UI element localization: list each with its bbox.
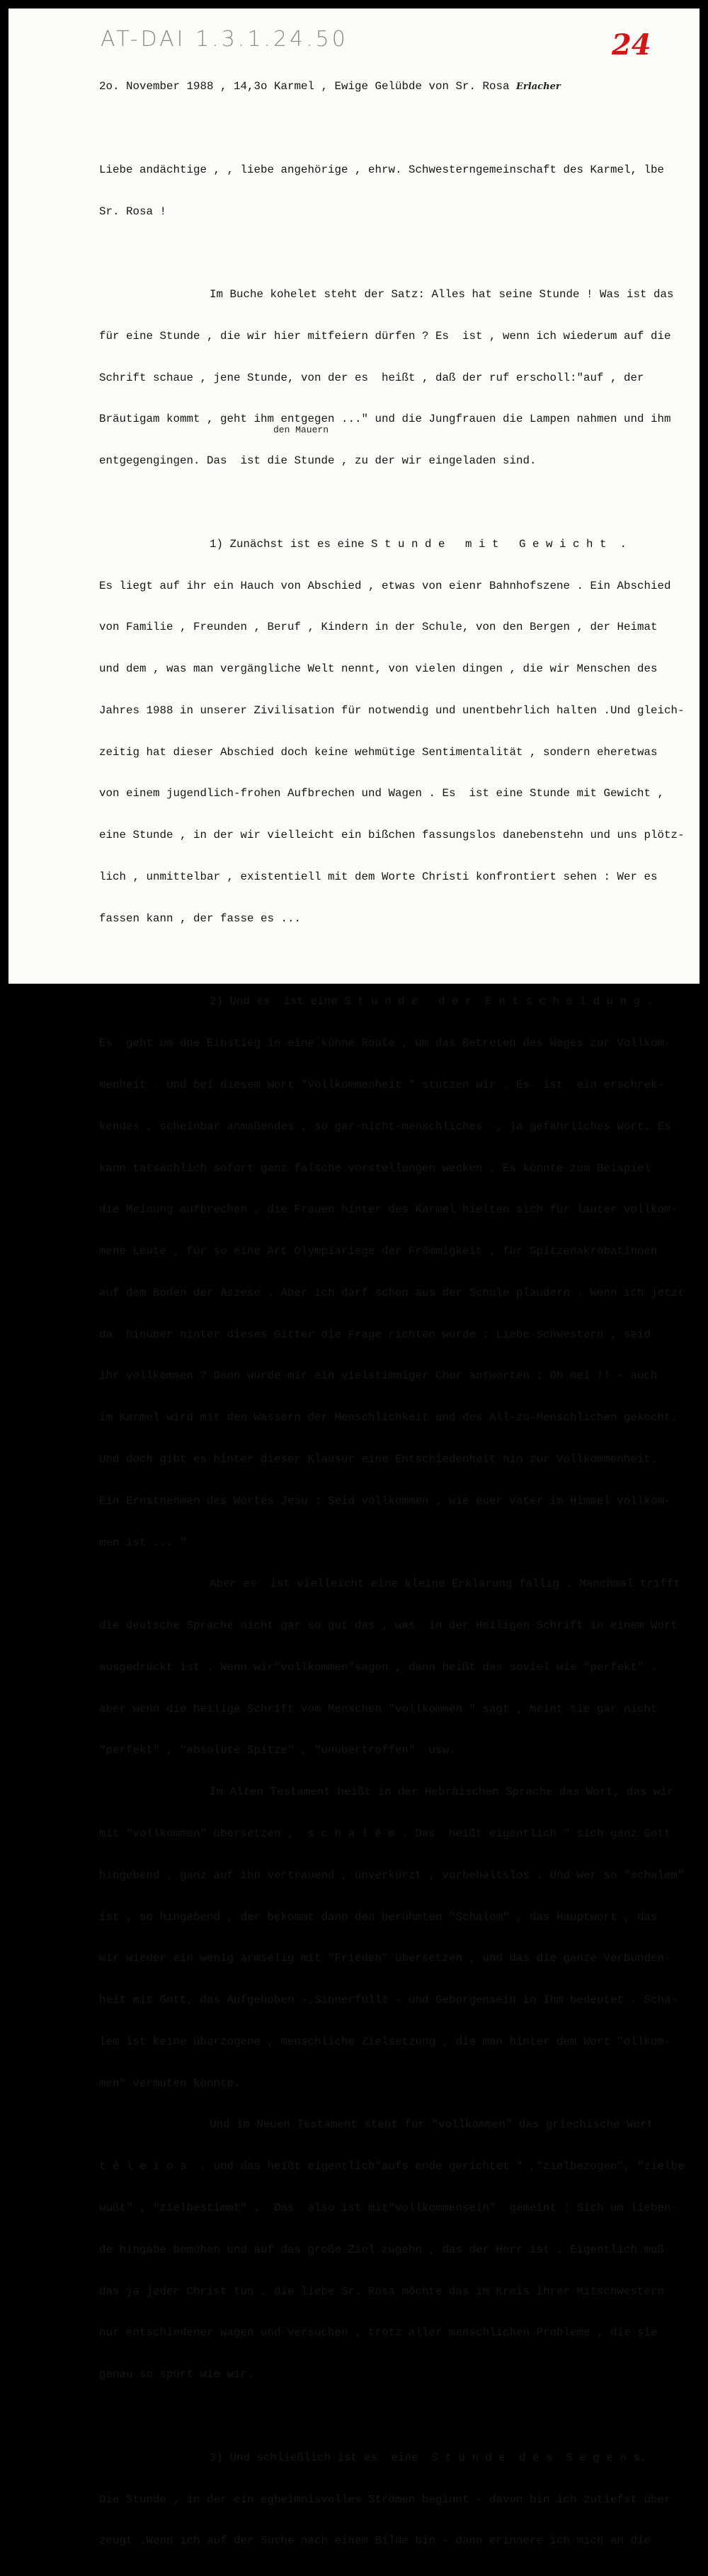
text-line: aber wenn die heilige Schrift vom Menschen "vollkommen " sagt , meint sie gar nicht xyxy=(99,1702,658,1715)
text-line: das ja jeder Christ tun . die liebe Sr. Rosa möchte das im Kreis ihrer Mitschwestern xyxy=(99,2284,664,2298)
text-line: wußt" , "zielbestimmt" . Das also ist mit"vollkommensein" gemeint : Sich um lieben- xyxy=(99,2202,678,2215)
text-line: im Karmel wird mit den Wassern der Menschlichkeit und des All-zu-Menschlichen gekocht. xyxy=(99,1411,678,1425)
document-body xyxy=(99,52,698,2576)
text-line: Und im Neuen Testament steht für "vollkommen" das griechische Wort xyxy=(210,2118,653,2132)
text-line: men ist ... " xyxy=(99,1536,187,1549)
text-line: zeugt .Wenn ich auf der Suche nach einem Bilde bin - dann erinnere ich mich an die xyxy=(99,2534,651,2548)
text-line: Es geht um dne Einstieg in eine kühne Route , um das Betreten des Weges zur Vollkom- xyxy=(99,1037,671,1050)
text-line: lem ist keine überzogene , menschliche Zielsetzung , die man hinter dem Wort "ollkom- xyxy=(99,2035,671,2048)
section-heading-2: 2) Und es ist eine S t u n d e d e r E n t s c h e i d u n g . xyxy=(210,995,653,1008)
salutation-line: Liebe andächtige , , liebe angehörige , ehrw. Schwesterngemeinschaft des Karmel, lbe xyxy=(99,163,664,176)
archive-code-stamp: AT-DAI 1.3.1.24.50 xyxy=(101,27,348,52)
text-line: die Meinung aufbrechen , die Frauen hinter des Karmel hielten sich für lauter vollkom- xyxy=(99,1203,678,1217)
text-line: t é l e i o s . und das heißt eigentlich"aufs ende gerichtet " ,"zielbezogen", "zielbe xyxy=(99,2160,685,2173)
text-line: Jahres 1988 in unserer Zivilisation für notwendig und unentbehrlich halten .Und gleich- xyxy=(99,703,685,717)
text-line: "perfekt" , "absolute Spitze" , "unübertroffen" usw. xyxy=(99,1744,456,1757)
text-line: menheit . Und bei diesem Wort "Vollkommenheit " stutzen wir . Es ist ein erschrek- xyxy=(99,1078,664,1091)
text-line: mit "vollkommen" übersetzen , s c h a l é m . Das heißt eigentlich " sich ganz Gott xyxy=(99,1827,671,1840)
text-line: auf dem Boden der Aszese . Aber ich darf schon aus der Schule plaudern . Wenn ich jetzt xyxy=(99,1286,685,1299)
handwritten-name: Erlacher xyxy=(515,81,561,93)
text-line: fassen kann , der fasse es ... xyxy=(99,912,301,925)
text-line: ist , so hingebend , der bekommt dann den berühmten "Schalom" , das Hauptwort , das xyxy=(99,1910,658,1924)
text-line: kann tatsächlich sofort ganz falsche vorstellungen wecken . Es könnte zum Beispiel xyxy=(99,1161,651,1175)
text-line: da hinüber hinter dieses Gitter die Frage richten würde : Liebe Schwestern , seid xyxy=(99,1328,651,1341)
text-line: Aber es ist vielleicht eine kleine Erklärung fällig . Manchmal trifft xyxy=(210,1577,680,1591)
text-line: Im Alten Testament heißt in der Hebräischen Sprache das Wort, das wir xyxy=(210,1786,674,1799)
section-heading-1: 1) Zunächst ist es eine S t u n d e m i t G e w i c h t . xyxy=(210,537,627,551)
text-line: Schrift schaue , jene Stunde, von der es heißt , daß der ruf erscholl:"auf , der xyxy=(99,371,644,384)
text-line: und dem , was man vergängliche Welt nennt, von vielen dingen , die wir Menschen des xyxy=(99,662,658,676)
text-line: für eine Stunde , die wir hier mitfeiern dürfen ? Es ist , wenn ich wiederum auf die xyxy=(99,329,671,343)
typed-insertion: den Mauern xyxy=(273,425,329,435)
salutation-line: Sr. Rosa ! xyxy=(99,205,166,218)
text-line: entgegengingen. Das ist die Stunde , zu der wir eingeladen sind. xyxy=(99,454,537,468)
text-line: von einem jugendlich-frohen Aufbrechen und Wagen . Es ist eine Stunde mit Gewicht , xyxy=(99,787,664,800)
text-line: ihr vollkommen ? Dann würde mir ein vielstimmiger Chor antworten : Oh mei !! - auch xyxy=(99,1369,658,1383)
text-line: Ein Ernstnehmen des Wortes Jesu : Seid vollkommen , wie euer Vater im Himmel vollkom- xyxy=(99,1494,671,1507)
text-line: Bräutigam kommt , geht ihm entgegen ..." und die Jungfrauen die Lampen nahmen und ihm xyxy=(99,413,671,426)
text-line: genau so spürt wie wir. xyxy=(99,2368,254,2381)
text-line: Im Buche kohelet steht der Satz: Alles hat seine Stunde ! Was ist das xyxy=(210,288,674,301)
text-line: von Familie , Freunden , Beruf , Kindern in der Schule, von den Bergen , der Heimat xyxy=(99,621,658,634)
text-line: heit mit Gott, das Aufgehoben -,Sinnerfüllt - und Geborgensein in Ihm bedeutet . Scha- xyxy=(99,1994,678,2007)
text-line: Und doch gibt es hinter dieser Klausur eine Entschiedenheit hin zur Vollkommenheit. xyxy=(99,1452,658,1466)
text-line: nur entschiedener wagen und versuchen , trotz aller menschlichen Probleme , die sie xyxy=(99,2326,658,2340)
text-line: wir wieder ein wenig armselig mit "Frieden" übersetzen , und das die ganze Verbunden- xyxy=(99,1952,671,1965)
text-line: Die Stunde , in der ein egheimnisvolles Strömen beginnt - davon bin ich zutiefst über xyxy=(99,2492,671,2506)
text-line: Es liegt auf ihr ein Hauch von Abschied , etwas von eienr Bahnhofszene . Ein Abschied xyxy=(99,579,671,592)
text-line: hingebend , ganz auf ihn vertrauend , unverkürzt , vorbehaltslos . Und wer so "schalem" xyxy=(99,1868,685,1882)
text-line: ausgedrückt ist . Wenn wir"vollkommen"sagen , dann heißt das soviel wie "perfekt" . xyxy=(99,1660,658,1674)
text-line: men" vermuten könnte. xyxy=(99,2076,241,2090)
text-line: die deutsche Sprache nicht gar so gut das , was in der Heiligen Schrift in einem Wort xyxy=(99,1619,678,1633)
text-line: zeitig hat dieser Abschied doch keine wehmütige Sentimentalität , sondern eheretwas xyxy=(99,745,658,759)
text-line: eine Stunde , in der wir vielleicht ein bißchen fassungslos danebenstehn und uns plötz- xyxy=(99,829,685,842)
document-page xyxy=(8,8,700,2548)
text-line: de hingabe bemühen und auf das große Ziel zugehn , das der Herr ist . Eigentlich muß xyxy=(99,2243,664,2256)
text-line: lich , unmittelbar , existentiell mit dem Worte Christi konfrontiert sehen : Wer es xyxy=(99,870,658,884)
header-line: 2o. November 1988 , 14,3o Karmel , Ewige Gelübde von Sr. Rosa Erlacher xyxy=(99,80,561,93)
page-number: 24 xyxy=(612,28,651,62)
text-line: kendes , scheinbar anmaßendes , so gar-nicht-menschliches , ja gefährliches Wort. Es xyxy=(99,1120,671,1133)
text-line: mene Leute , für so eine Art Olympiariege der Frömmigkeit , für Spitzenakrobatinnen xyxy=(99,1245,658,1258)
section-heading-3: 3) Und schließlich ist es eine S t u n d e d e s S e g e n s. xyxy=(210,2451,647,2464)
